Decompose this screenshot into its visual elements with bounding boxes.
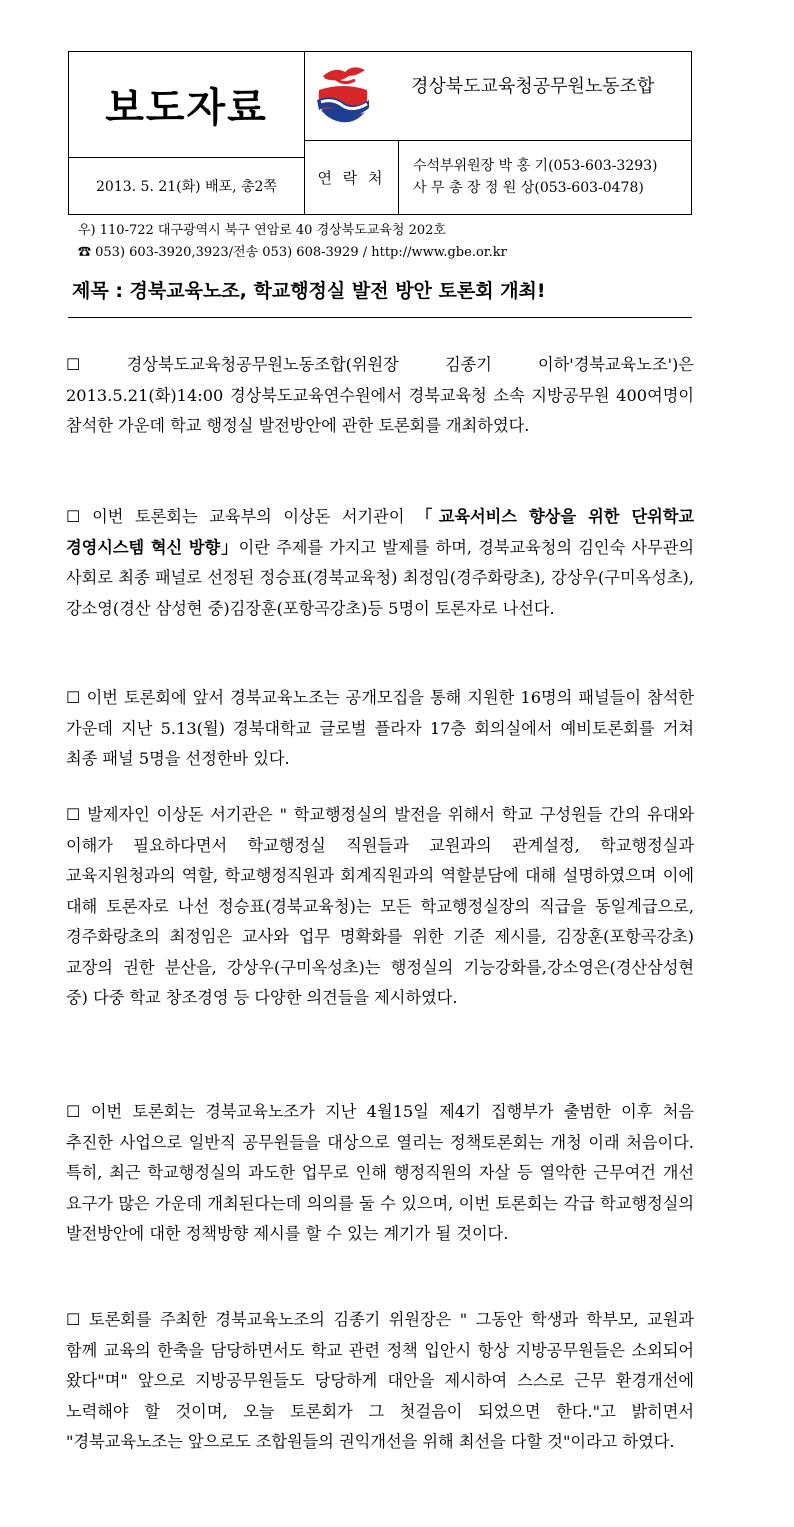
presentation-topic: 「교육서비스 향상을 위한 단위학교 경영시스템 혁신 방향」 <box>66 507 694 557</box>
paragraph-3: ☐ 이번 토론회에 앞서 경북교육노조는 공개모집을 통해 지원한 16명의 패널들이 참석한 가운데 지난 5.13(월) 경북대학교 글로벌 플라자 17층 회의실에서 예비토론회를 거쳐 최종 패널 5명을 선정한바 있다. <box>66 688 694 768</box>
paragraph-5: ☐ 이번 토론회는 경북교육노조가 지난 4월15일 제4기 집행부가 출범한 이후 처음 추진한 사업으로 일반직 공무원들을 대상으로 열리는 정책토론회는 개청 이래 처음이다. 특히, 최근 학교행정실의 과도한 업무로 인해 행정직원의 자살 등 열악한 근무여건 개선 요구가 많은 가운데 개최된다는데 의의를 둘 수 있으며, 이번 토론회는 각급 학교행정실의 발전방안에 대한 정책방향 제시를 할 수 있는 계기가 될 것이다. <box>66 1102 694 1243</box>
header-table <box>68 51 692 215</box>
address-line: 우) 110-722 대구광역시 북구 연암로 40 경상북도교육청 202호 <box>78 223 446 238</box>
press-release-title: 보도자료 <box>105 85 268 131</box>
contact-label: 연 락 처 <box>317 169 386 187</box>
paragraph-2-rest: 이란 주제를 가지고 발제를 하며, 경북교육청의 김인숙 사무관의 사회로 최종 패널로 선정된 정승표(경북교육청) 최정임(경주화랑초), 강상우(구미옥성초), 강소영(경산 삼성현 중)김장훈(포항곡강초)등 5명이 토론자로 나선다. <box>66 537 694 618</box>
subject-title: 제목 : 경북교육노조, 학교행정실 발전 방안 토론회 개최! <box>72 280 546 302</box>
paragraph-2 <box>66 502 694 624</box>
release-date-cell <box>69 158 305 214</box>
paragraph-4: ☐ 발제자인 이상돈 서기관은 " 학교행정실의 발전을 위해서 학교 구성원들 간의 유대와 이해가 필요하다면서 학교행정실 직원들과 교원과의 관계설정, 학교행정실과 교육지원청과의 역할, 학교행정직원과 회계직원과의 역할분담에 대해 설명하였으며 이에 대해 토론자로 나선 정승표(경북교육청)는 모든 학교행정실장의 직급을 동일계급으로, 경주화랑초의 최정임은 교사와 업무 명확화를 위한 기준 제시를, 김장훈(포항곡강초) 교장의 권한 분산을, 강상우(구미옥성초)는 행정실의 기능강화를,강소영은(경산삼성현 중) 다중 학교 창조경영 등 다양한 의견들을 제시하였다. <box>66 805 694 1007</box>
paragraph-2-lead: ☐ 이번 토론회는 교육부의 이상돈 서기관이 <box>66 507 417 526</box>
subject-divider <box>68 317 692 318</box>
paragraph-1: ☐ 경상북도교육청공무원노동조합(위원장 김종기 이하'경북교육노조')은 2013.5.21(화)14:00 경상북도교육연수원에서 경북교육청 소속 지방공무원 400여명이 참석한 가운데 학교 행정실 발전방안에 관한 토론회를 개최하였다. <box>66 355 694 435</box>
address-block <box>78 220 507 264</box>
phone-line: ☎ 053) 603-3920,3923/전송 053) 608-3929 / http://www.gbe.or.kr <box>78 245 507 260</box>
release-date: 2013. 5. 21(화) 배포, 총2쪽 <box>96 179 277 195</box>
union-logo-icon <box>313 60 373 128</box>
contact-info-cell <box>399 141 691 214</box>
contact-line: 사 무 총 장 정 원 상(053-603-0478) <box>413 180 644 196</box>
org-cell <box>305 52 691 141</box>
org-name: 경상북도교육청공무원노동조합 <box>411 76 655 97</box>
contact-label-cell <box>305 141 399 214</box>
contact-line: 수석부위원장 박 홍 기(053-603-3293) <box>413 158 658 174</box>
press-release-title-cell <box>69 52 305 158</box>
paragraph-6: ☐ 토론회를 주최한 경북교육노조의 김종기 위원장은 " 그동안 학생과 학부모, 교원과 함께 교육의 한축을 담당하면서도 학교 관련 정책 입안시 항상 지방공무원들은 소외되어 왔다"며" 앞으로 지방공무원들도 당당하게 대안을 제시하여 스스로 근무 환경개선에 노력해야 할 것이며, 오늘 토론회가 그 첫걸음이 되었으면 한다."고 밝히면서 "경북교육노조는 앞으로도 조합원들의 권익개선을 위해 최선을 다할 것"이라고 하였다. <box>66 1310 694 1451</box>
